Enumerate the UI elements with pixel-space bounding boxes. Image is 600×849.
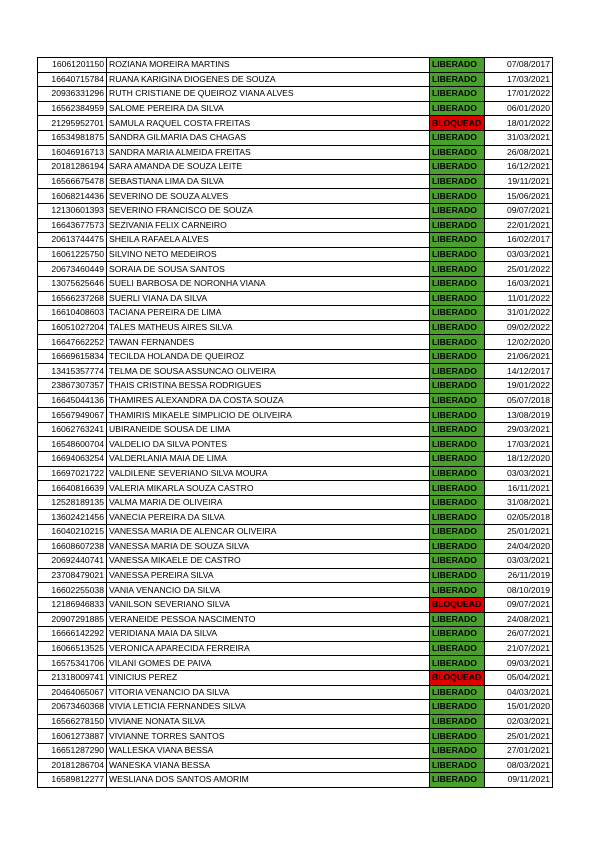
table-row: [38, 233, 553, 248]
row-id-cell: 20613744475: [38, 233, 107, 248]
row-name-cell: VERONICA APARECIDA FERREIRA: [107, 641, 430, 656]
row-id-cell: 16051027204: [38, 320, 107, 335]
row-name-cell: THAMIRES ALEXANDRA DA COSTA SOUZA: [107, 393, 430, 408]
row-name-cell: WESLIANA DOS SANTOS AMORIM: [107, 773, 430, 788]
row-name-cell: VERIDIANA MAIA DA SILVA: [107, 627, 430, 642]
row-name-cell: ROZIANA MOREIRA MARTINS: [107, 58, 430, 73]
row-date-cell: 14/12/2017: [485, 364, 553, 379]
table-row: [38, 379, 553, 394]
row-status-cell: LIBERADO: [430, 583, 485, 598]
row-name-cell: RUANA KARIGINA DIOGENES DE SOUZA: [107, 72, 430, 87]
row-status-cell: LIBERADO: [430, 525, 485, 540]
row-id-cell: 16566675478: [38, 174, 107, 189]
row-id-cell: 16534981875: [38, 130, 107, 145]
row-status-cell: LIBERADO: [430, 758, 485, 773]
row-status-cell: LIBERADO: [430, 262, 485, 277]
table-row: [38, 495, 553, 510]
row-status-cell: LIBERADO: [430, 101, 485, 116]
table-row: [38, 174, 553, 189]
row-name-cell: TELMA DE SOUSA ASSUNCAO OLIVEIRA: [107, 364, 430, 379]
row-id-cell: 16562384959: [38, 101, 107, 116]
row-id-cell: 16066513525: [38, 641, 107, 656]
row-date-cell: 26/11/2019: [485, 568, 553, 583]
row-date-cell: 18/01/2022: [485, 116, 553, 131]
row-date-cell: 18/12/2020: [485, 452, 553, 467]
row-id-cell: 20673460449: [38, 262, 107, 277]
row-date-cell: 03/03/2021: [485, 466, 553, 481]
row-date-cell: 09/07/2021: [485, 597, 553, 612]
row-status-cell: LIBERADO: [430, 276, 485, 291]
row-date-cell: 24/04/2020: [485, 539, 553, 554]
row-name-cell: SUELI BARBOSA DE NORONHA VIANA: [107, 276, 430, 291]
row-id-cell: 16575341706: [38, 656, 107, 671]
roster-table-body: [38, 58, 553, 788]
row-name-cell: VIVIANNE TORRES SANTOS: [107, 729, 430, 744]
row-name-cell: UBIRANEIDE SOUSA DE LIMA: [107, 422, 430, 437]
row-id-cell: 16548600704: [38, 437, 107, 452]
row-id-cell: 16061201150: [38, 58, 107, 73]
table-row: [38, 189, 553, 204]
row-name-cell: VANIA VENANCIO DA SILVA: [107, 583, 430, 598]
row-id-cell: 16068214436: [38, 189, 107, 204]
row-name-cell: SAMULA RAQUEL COSTA FREITAS: [107, 116, 430, 131]
row-date-cell: 05/07/2018: [485, 393, 553, 408]
row-name-cell: VERANEIDE PESSOA NASCIMENTO: [107, 612, 430, 627]
table-row: [38, 714, 553, 729]
row-date-cell: 26/07/2021: [485, 627, 553, 642]
row-id-cell: 16040210215: [38, 525, 107, 540]
row-name-cell: VILANI GOMES DE PAIVA: [107, 656, 430, 671]
row-name-cell: WANESKA VIANA BESSA: [107, 758, 430, 773]
table-row: [38, 568, 553, 583]
table-row: [38, 452, 553, 467]
row-date-cell: 08/03/2021: [485, 758, 553, 773]
row-id-cell: 16062763241: [38, 422, 107, 437]
row-status-cell: LIBERADO: [430, 510, 485, 525]
row-date-cell: 22/01/2021: [485, 218, 553, 233]
row-status-cell: BLOQUEAD: [430, 116, 485, 131]
row-id-cell: 23708479021: [38, 568, 107, 583]
table-row: [38, 583, 553, 598]
row-name-cell: RUTH CRISTIANE DE QUEIROZ VIANA ALVES: [107, 87, 430, 102]
row-id-cell: 16589812277: [38, 773, 107, 788]
row-status-cell: LIBERADO: [430, 743, 485, 758]
table-row: [38, 422, 553, 437]
row-date-cell: 25/01/2021: [485, 525, 553, 540]
row-name-cell: VANESSA MIKAELE DE CASTRO: [107, 554, 430, 569]
row-id-cell: 20936331296: [38, 87, 107, 102]
row-id-cell: 16566278150: [38, 714, 107, 729]
row-status-cell: LIBERADO: [430, 203, 485, 218]
row-status-cell: LIBERADO: [430, 437, 485, 452]
row-status-cell: LIBERADO: [430, 452, 485, 467]
table-row: [38, 320, 553, 335]
row-id-cell: 16645044136: [38, 393, 107, 408]
row-date-cell: 09/03/2021: [485, 656, 553, 671]
row-id-cell: 13075625646: [38, 276, 107, 291]
row-date-cell: 02/05/2018: [485, 510, 553, 525]
row-date-cell: 17/03/2021: [485, 72, 553, 87]
row-date-cell: 16/11/2021: [485, 481, 553, 496]
table-row: [38, 72, 553, 87]
row-name-cell: SUERLI VIANA DA SILVA: [107, 291, 430, 306]
row-id-cell: 20181286194: [38, 160, 107, 175]
row-id-cell: 20692440741: [38, 554, 107, 569]
row-id-cell: 16602255038: [38, 583, 107, 598]
row-status-cell: LIBERADO: [430, 481, 485, 496]
row-name-cell: SEVERINO FRANCISCO DE SOUZA: [107, 203, 430, 218]
row-status-cell: LIBERADO: [430, 685, 485, 700]
table-row: [38, 758, 553, 773]
row-status-cell: LIBERADO: [430, 145, 485, 160]
table-row: [38, 612, 553, 627]
row-date-cell: 03/03/2021: [485, 247, 553, 262]
table-row: [38, 554, 553, 569]
row-status-cell: LIBERADO: [430, 627, 485, 642]
table-row: [38, 218, 553, 233]
row-name-cell: SANDRA MARIA ALMEIDA FREITAS: [107, 145, 430, 160]
row-date-cell: 24/08/2021: [485, 612, 553, 627]
table-row: [38, 670, 553, 685]
row-id-cell: 16647662252: [38, 335, 107, 350]
row-date-cell: 19/01/2022: [485, 379, 553, 394]
row-name-cell: VANESSA MARIA DE SOUZA SILVA: [107, 539, 430, 554]
table-row: [38, 743, 553, 758]
row-name-cell: VALDELIO DA SILVA PONTES: [107, 437, 430, 452]
row-id-cell: 21318009741: [38, 670, 107, 685]
row-date-cell: 15/01/2020: [485, 700, 553, 715]
row-name-cell: VIVIANE NONATA SILVA: [107, 714, 430, 729]
row-id-cell: 16643677573: [38, 218, 107, 233]
row-status-cell: LIBERADO: [430, 714, 485, 729]
table-row: [38, 160, 553, 175]
table-row: [38, 116, 553, 131]
row-status-cell: LIBERADO: [430, 729, 485, 744]
row-date-cell: 08/10/2019: [485, 583, 553, 598]
row-status-cell: LIBERADO: [430, 58, 485, 73]
row-name-cell: VITORIA VENANCIO DA SILVA: [107, 685, 430, 700]
row-status-cell: LIBERADO: [430, 379, 485, 394]
row-status-cell: LIBERADO: [430, 773, 485, 788]
row-name-cell: THAMIRIS MIKAELE SIMPLICIO DE OLIVEIRA: [107, 408, 430, 423]
row-status-cell: LIBERADO: [430, 554, 485, 569]
row-status-cell: LIBERADO: [430, 87, 485, 102]
row-name-cell: SEZIVANIA FELIX CARNEIRO: [107, 218, 430, 233]
table-row: [38, 627, 553, 642]
row-name-cell: VALMA MARIA DE OLIVEIRA: [107, 495, 430, 510]
row-status-cell: LIBERADO: [430, 364, 485, 379]
table-row: [38, 349, 553, 364]
row-name-cell: THAIS CRISTINA BESSA RODRIGUES: [107, 379, 430, 394]
row-id-cell: 20673460368: [38, 700, 107, 715]
table-row: [38, 437, 553, 452]
row-date-cell: 09/07/2021: [485, 203, 553, 218]
row-name-cell: VINICIUS PEREZ: [107, 670, 430, 685]
row-id-cell: 16610408603: [38, 306, 107, 321]
row-id-cell: 16567949067: [38, 408, 107, 423]
row-id-cell: 16566237268: [38, 291, 107, 306]
row-date-cell: 25/01/2021: [485, 729, 553, 744]
row-name-cell: TAWAN FERNANDES: [107, 335, 430, 350]
table-row: [38, 773, 553, 788]
table-row: [38, 276, 553, 291]
row-status-cell: LIBERADO: [430, 72, 485, 87]
row-status-cell: LIBERADO: [430, 291, 485, 306]
table-row: [38, 641, 553, 656]
row-id-cell: 16061273887: [38, 729, 107, 744]
table-row: [38, 247, 553, 262]
row-status-cell: LIBERADO: [430, 174, 485, 189]
row-name-cell: VALDILENE SEVERIANO SILVA MOURA: [107, 466, 430, 481]
row-date-cell: 13/08/2019: [485, 408, 553, 423]
row-id-cell: 20181286704: [38, 758, 107, 773]
row-date-cell: 25/01/2022: [485, 262, 553, 277]
row-date-cell: 31/01/2022: [485, 306, 553, 321]
row-status-cell: LIBERADO: [430, 320, 485, 335]
table-row: [38, 466, 553, 481]
row-status-cell: LIBERADO: [430, 495, 485, 510]
row-id-cell: 16694063254: [38, 452, 107, 467]
row-date-cell: 17/01/2022: [485, 87, 553, 102]
row-name-cell: VALDERLANIA MAIA DE LIMA: [107, 452, 430, 467]
row-id-cell: 16697021722: [38, 466, 107, 481]
table-row: [38, 656, 553, 671]
row-id-cell: 16651287290: [38, 743, 107, 758]
row-name-cell: WALLESKA VIANA BESSA: [107, 743, 430, 758]
row-date-cell: 06/01/2020: [485, 101, 553, 116]
row-name-cell: SORAIA DE SOUSA SANTOS: [107, 262, 430, 277]
row-status-cell: LIBERADO: [430, 656, 485, 671]
table-row: [38, 58, 553, 73]
row-date-cell: 21/06/2021: [485, 349, 553, 364]
row-date-cell: 19/11/2021: [485, 174, 553, 189]
row-id-cell: 12186946833: [38, 597, 107, 612]
row-status-cell: LIBERADO: [430, 568, 485, 583]
row-name-cell: SANDRA GILMARIA DAS CHAGAS: [107, 130, 430, 145]
row-date-cell: 16/03/2021: [485, 276, 553, 291]
row-name-cell: VANESSA MARIA DE ALENCAR OLIVEIRA: [107, 525, 430, 540]
row-date-cell: 16/12/2021: [485, 160, 553, 175]
table-row: [38, 87, 553, 102]
roster-table: [37, 57, 553, 788]
row-id-cell: 16669615834: [38, 349, 107, 364]
row-name-cell: TACIANA PEREIRA DE LIMA: [107, 306, 430, 321]
row-status-cell: LIBERADO: [430, 218, 485, 233]
table-row: [38, 408, 553, 423]
row-name-cell: SEVERINO DE SOUZA ALVES: [107, 189, 430, 204]
row-name-cell: SALOME PEREIRA DA SILVA: [107, 101, 430, 116]
row-status-cell: LIBERADO: [430, 335, 485, 350]
row-id-cell: 16608607238: [38, 539, 107, 554]
row-name-cell: VANESSA PEREIRA SILVA: [107, 568, 430, 583]
table-row: [38, 335, 553, 350]
table-row: [38, 262, 553, 277]
row-name-cell: TECILDA HOLANDA DE QUEIROZ: [107, 349, 430, 364]
row-date-cell: 11/01/2022: [485, 291, 553, 306]
row-id-cell: 12130601393: [38, 203, 107, 218]
table-row: [38, 510, 553, 525]
row-status-cell: LIBERADO: [430, 422, 485, 437]
row-name-cell: TALES MATHEUS AIRES SILVA: [107, 320, 430, 335]
row-date-cell: 17/03/2021: [485, 437, 553, 452]
row-status-cell: LIBERADO: [430, 408, 485, 423]
table-row: [38, 729, 553, 744]
table-row: [38, 291, 553, 306]
row-date-cell: 05/04/2021: [485, 670, 553, 685]
table-row: [38, 700, 553, 715]
row-status-cell: LIBERADO: [430, 641, 485, 656]
row-date-cell: 27/01/2021: [485, 743, 553, 758]
row-status-cell: LIBERADO: [430, 612, 485, 627]
row-id-cell: 21295952701: [38, 116, 107, 131]
row-date-cell: 26/08/2021: [485, 145, 553, 160]
table-row: [38, 130, 553, 145]
row-id-cell: 12528189135: [38, 495, 107, 510]
table-row: [38, 145, 553, 160]
row-status-cell: LIBERADO: [430, 233, 485, 248]
table-row: [38, 685, 553, 700]
row-id-cell: 16046916713: [38, 145, 107, 160]
table-row: [38, 597, 553, 612]
table-row: [38, 525, 553, 540]
row-id-cell: 20464065067: [38, 685, 107, 700]
row-status-cell: LIBERADO: [430, 130, 485, 145]
row-status-cell: LIBERADO: [430, 160, 485, 175]
row-name-cell: SILVINO NETO MEDEIROS: [107, 247, 430, 262]
table-row: [38, 539, 553, 554]
row-date-cell: 31/08/2021: [485, 495, 553, 510]
table-row: [38, 364, 553, 379]
row-status-cell: LIBERADO: [430, 466, 485, 481]
row-date-cell: 16/02/2017: [485, 233, 553, 248]
table-row: [38, 481, 553, 496]
row-date-cell: 31/03/2021: [485, 130, 553, 145]
row-date-cell: 09/11/2021: [485, 773, 553, 788]
row-status-cell: BLOQUEAD: [430, 597, 485, 612]
row-id-cell: 16640816639: [38, 481, 107, 496]
row-id-cell: 16666142292: [38, 627, 107, 642]
row-name-cell: VANECIA PEREIRA DA SILVA: [107, 510, 430, 525]
row-id-cell: 16640715784: [38, 72, 107, 87]
row-name-cell: SARA AMANDA DE SOUZA LEITE: [107, 160, 430, 175]
row-date-cell: 29/03/2021: [485, 422, 553, 437]
row-date-cell: 09/02/2022: [485, 320, 553, 335]
row-date-cell: 12/02/2020: [485, 335, 553, 350]
row-status-cell: LIBERADO: [430, 539, 485, 554]
row-name-cell: VANILSON SEVERIANO SILVA: [107, 597, 430, 612]
row-date-cell: 02/03/2021: [485, 714, 553, 729]
row-status-cell: LIBERADO: [430, 247, 485, 262]
table-row: [38, 306, 553, 321]
row-status-cell: LIBERADO: [430, 700, 485, 715]
row-id-cell: 13602421456: [38, 510, 107, 525]
table-row: [38, 393, 553, 408]
row-id-cell: 20907291885: [38, 612, 107, 627]
row-date-cell: 04/03/2021: [485, 685, 553, 700]
row-date-cell: 21/07/2021: [485, 641, 553, 656]
row-name-cell: SHEILA RAFAELA ALVES: [107, 233, 430, 248]
row-date-cell: 03/03/2021: [485, 554, 553, 569]
row-date-cell: 15/06/2021: [485, 189, 553, 204]
row-status-cell: LIBERADO: [430, 189, 485, 204]
row-name-cell: VALERIA MIKARLA SOUZA CASTRO: [107, 481, 430, 496]
row-name-cell: VIVIA LETICIA FERNANDES SILVA: [107, 700, 430, 715]
row-id-cell: 13415357774: [38, 364, 107, 379]
row-id-cell: 23867307357: [38, 379, 107, 394]
row-status-cell: LIBERADO: [430, 306, 485, 321]
row-name-cell: SEBASTIANA LIMA DA SILVA: [107, 174, 430, 189]
table-row: [38, 101, 553, 116]
row-status-cell: LIBERADO: [430, 349, 485, 364]
row-id-cell: 16061225750: [38, 247, 107, 262]
row-date-cell: 07/08/2017: [485, 58, 553, 73]
row-status-cell: LIBERADO: [430, 393, 485, 408]
table-row: [38, 203, 553, 218]
row-status-cell: BLOQUEAD: [430, 670, 485, 685]
